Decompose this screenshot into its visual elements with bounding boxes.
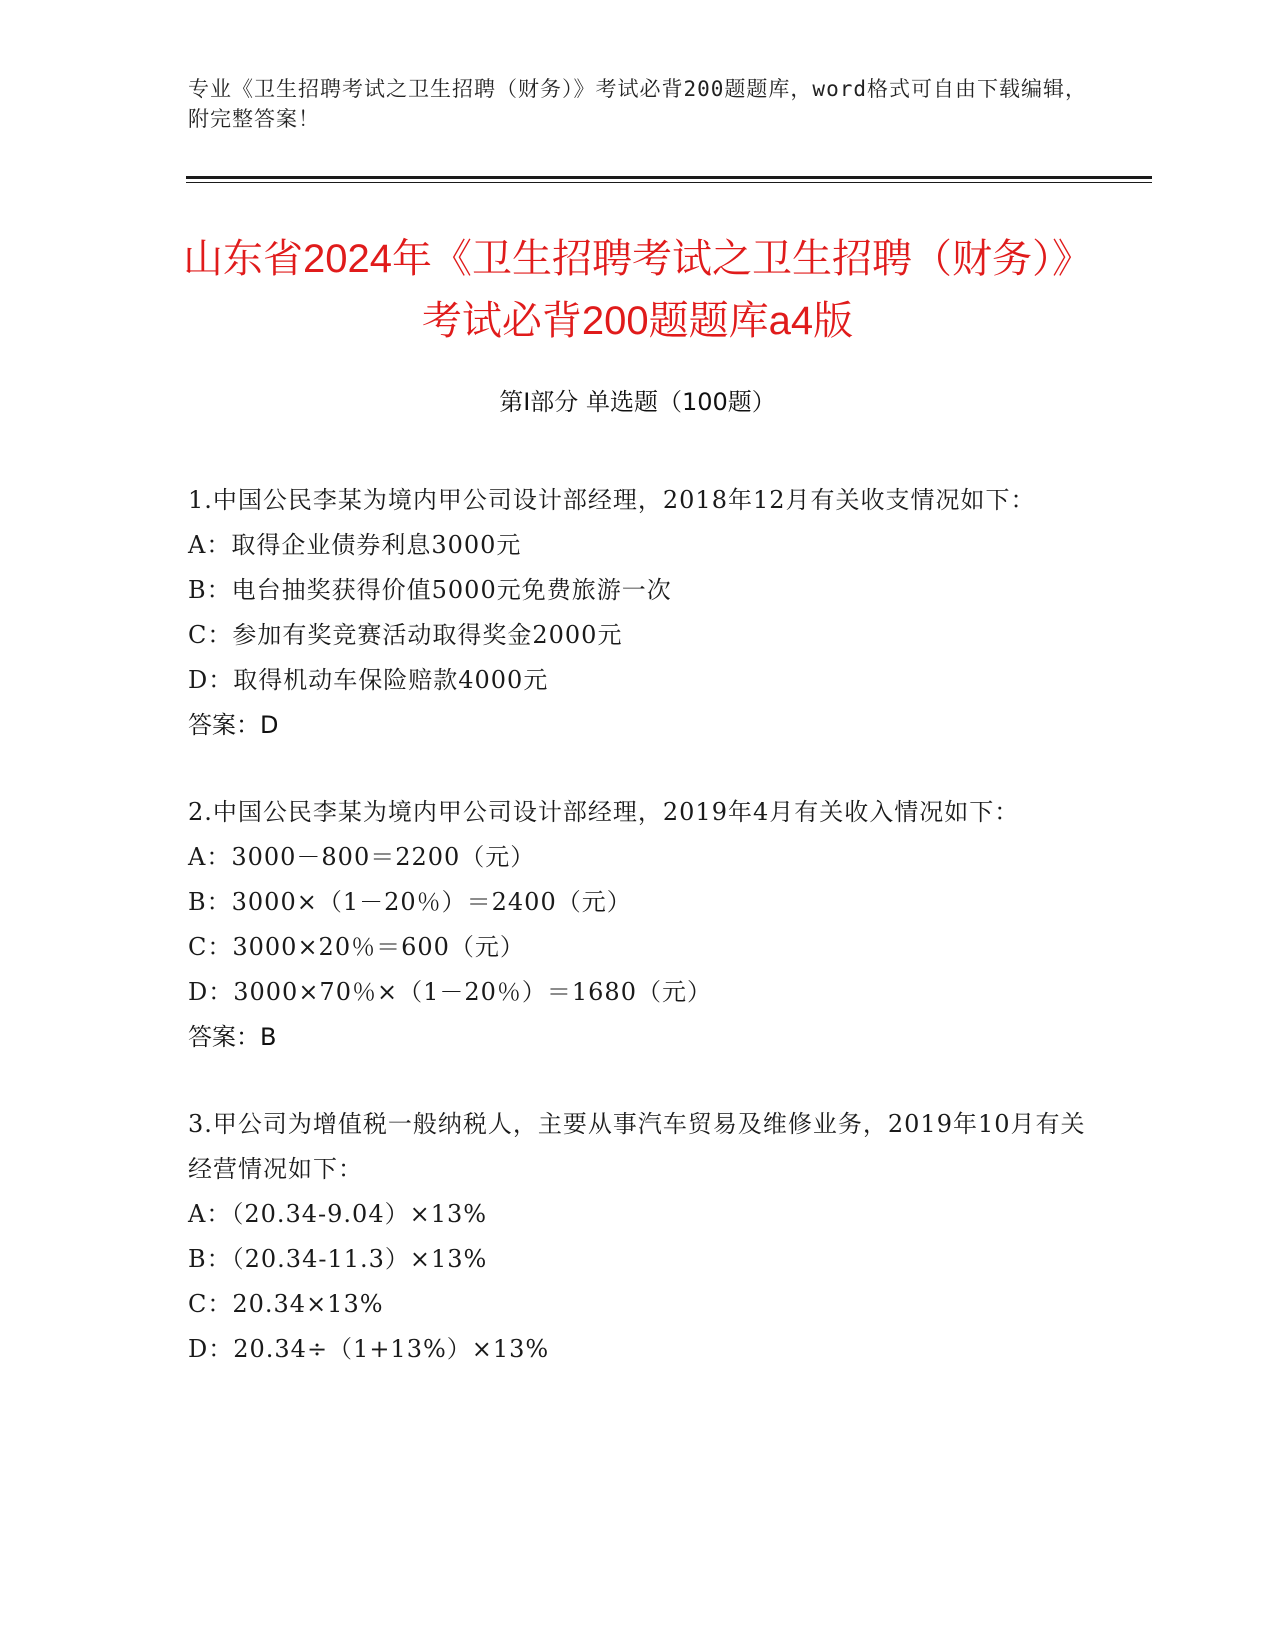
question-3 (188, 1102, 1088, 1372)
option-b: B：（20.34-11.3）×13% (188, 1245, 488, 1273)
option-c: C：参加有奖竞赛活动取得奖金2000元 (188, 621, 623, 649)
answer: 答案：B (188, 1023, 277, 1051)
option-b: B：3000×（1－20％）＝2400（元） (188, 888, 632, 916)
question-stem: 2.中国公民李某为境内甲公司设计部经理，2019年4月有关收入情况如下： (188, 798, 1020, 826)
question-1 (188, 478, 1088, 748)
header-divider-thin (186, 182, 1152, 183)
question-list (188, 478, 1088, 1414)
option-d: D：20.34÷（1+13%）×13% (188, 1335, 550, 1363)
option-b: B：电台抽奖获得价值5000元免费旅游一次 (188, 576, 672, 604)
document-title: 山东省2024年《卫生招聘考试之卫生招聘（财务）》考试必背200题题库a4版 (183, 237, 1092, 343)
option-c: C：20.34×13% (188, 1290, 384, 1318)
answer: 答案：D (188, 711, 279, 739)
section-title: 第Ⅰ部分 单选题（100题） (499, 388, 776, 416)
question-stem: 1.中国公民李某为境内甲公司设计部经理，2018年12月有关收支情况如下： (188, 486, 1036, 514)
option-a: A：取得企业债券利息3000元 (188, 531, 522, 559)
option-a: A：3000－800＝2200（元） (188, 843, 536, 871)
option-c: C：3000×20％＝600（元） (188, 933, 525, 961)
option-d: D：取得机动车保险赔款4000元 (188, 666, 549, 694)
header-note: 专业《卫生招聘考试之卫生招聘（财务）》考试必背200题题库，word格式可自由下载编辑，附完整答案！ (188, 77, 1087, 131)
question-2 (188, 790, 1088, 1060)
header-divider-thick (186, 176, 1152, 179)
question-stem: 3.甲公司为增值税一般纳税人，主要从事汽车贸易及维修业务，2019年10月有关经营情况如下： (188, 1110, 1086, 1183)
option-a: A：（20.34-9.04）×13% (188, 1200, 488, 1228)
option-d: D：3000×70％×（1－20％）＝1680（元） (188, 978, 712, 1006)
